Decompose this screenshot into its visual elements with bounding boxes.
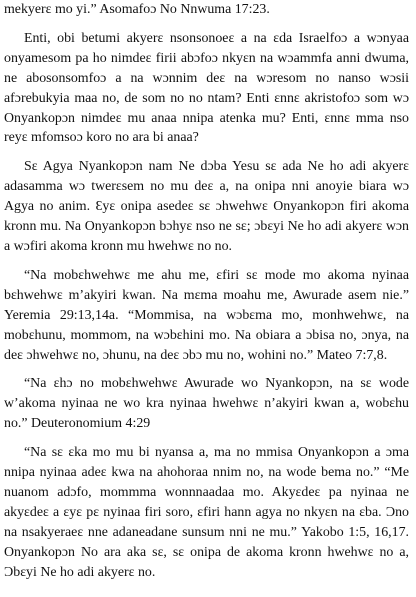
paragraph-spacer xyxy=(4,434,409,443)
paragraph-spacer xyxy=(4,365,409,374)
paragraph-1: Enti, obi betumi akyerɛ nsonsonoeɛ a na ɛda Israelfoɔ a wɔnyaa onyamesom pa ho nimdeɛ firii abɔfoɔ nkyɛn na wɔammfa anni dwuma, ne abosonsomfoɔ a na wɔnnim deɛ na wɔresom no nanso wɔsii afɔrebukyia maa no, de som no no ntam? Enti ɛnnɛ akristofoɔ som wɔ Onyankopɔn nimdeɛ mu anaa nnipa atenka mu? Enti, ɛnnɛ mma nso reyɛ mfomsoɔ koro no ara bi anaa? xyxy=(4,30,409,146)
paragraph-spacer xyxy=(4,20,409,29)
paragraph-spacer xyxy=(4,148,409,157)
paragraph-continuation: mekyerɛ mo yi.” Asomafoɔ No Nnwuma 17:23. xyxy=(4,2,270,17)
paragraph-2: Sɛ Agya Nyankopɔn nam Ne dɔba Yesu sɛ ada Ne ho adi akyerɛ adasamma wɔ twerɛsem no mu deɛ a, na onipa nni anoyie biara wɔ Agya no anim. Ɛyɛ onipa asedeɛ sɛ ɔhwehwɛ Onyankopɔn firi akoma kronn mu. Na Onyankopɔn bɔhyɛ nso ne sɛ; ɔbɛyi Ne ho adi akyerɛ wɔn a wɔfiri akoma kronn mu hwehwɛ no no. xyxy=(4,159,409,254)
paragraph-3-quote: “Na mobɛhwehwɛ me ahu me, ɛfiri sɛ mode mo akoma nyinaa bɛhwehwɛ m’akyiri kwan. Na mɛma moahu me, Awurade asem nie.” Yeremia 29:13,14a. “Mommisa, na wɔbɛma mo, monhwehwɛ, na mobɛhunu, mommom, na wɔbɛhini mo. Na obiara a ɔbisa no, ɔnya, na deɛ ɔhwehwɛ no, ɔhunu, na deɛ ɔbɔ mu no, wohini no.” Mateo 7:7,8. xyxy=(4,267,409,363)
paragraph-5-quote: “Na sɛ ɛka mo mu bi nyansa a, ma no mmisa Onyankopɔn a ɔma nnipa nyinaa adeɛ kwa na ahohoraa nnim no, na wode bema no.” “Me nuanom adɔfo, mommma wonnnaadaa mo. Akyɛdeɛ pa nyinaa ne akyɛdeɛ a ɛyɛ pɛ nyinaa firi soro, ɛfiri hann agya no nkyɛn na ɛba. Ɔno na nsakyeraeɛ nne adaneadane sunsum nni ne mu.” Yakobo 1:5, 16,17. Onyankopɔn No ara aka sɛ, sɛ onipa de akoma kronn hwehwɛ no a, Ɔbɛyi Ne ho adi akyerɛ no. xyxy=(4,445,409,580)
paragraph-4-quote: “Na ɛhɔ no mobɛhwehwɛ Awurade wo Nyankopɔn, na sɛ wode w’akoma nyinaa ne wo kra nyinaa hwehwɛ n’akyiri kwan a, wobɛhu no.” Deuteronomium 4:29 xyxy=(4,376,409,432)
paragraph-spacer xyxy=(4,257,409,266)
document-page xyxy=(4,0,409,582)
